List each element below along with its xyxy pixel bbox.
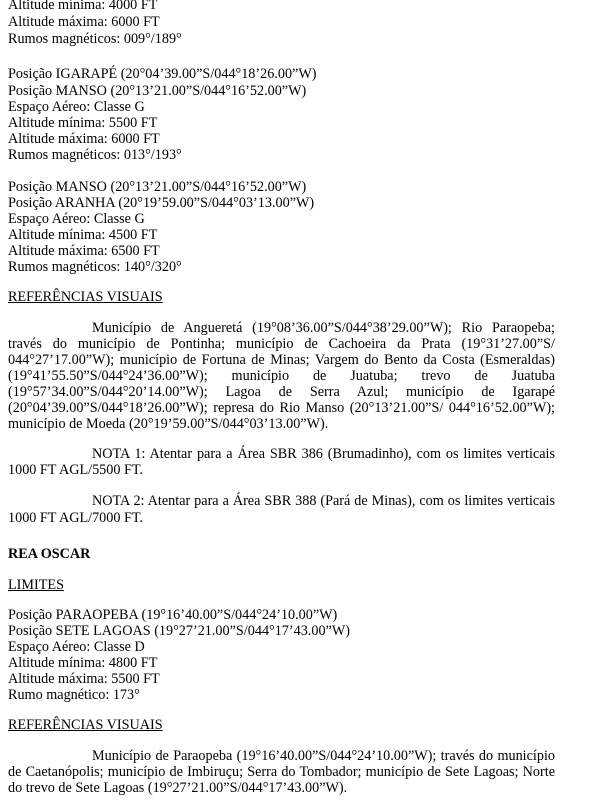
position-line: Posição IGARAPÉ (20°04’39.00”S/044°18’26.00”W) [8,66,317,82]
note-line: NOTA 2: Atentar para a Área SBR 388 (Pará de Minas), com os limites verticais [92,493,555,509]
paragraph-line: Município de Angueretá (19°08’36.00”S/044°38’29.00”W); Rio Paraopeba; [92,320,555,336]
section-heading: REFERÊNCIAS VISUAIS [8,717,163,733]
position-line: Posição MANSO (20°13’21.00”S/044°16’52.00”W) [8,179,307,195]
section-title: REA OSCAR [8,546,91,562]
note-line: 1000 FT AGL/7000 FT. [8,510,144,526]
magnetic-heading-line: Rumos magnéticos: 009°/189° [8,31,182,47]
airspace-class-line: Espaço Aéreo: Classe G [8,99,145,115]
paragraph-line: de Caetanópolis; município de Imbiruçu; Serra do Tombador; município de Sete Lagoas; Norte [8,764,555,780]
airspace-class-line: Espaço Aéreo: Classe G [8,211,145,227]
paragraph-line: 044°27’17.00”W); município de Fortuna de Minas; Vargem do Bento da Costa (Esmeraldas) [8,352,555,368]
position-line: Posição MANSO (20°13’21.00”S/044°16’52.00”W) [8,83,307,99]
altitude-min-line: Altitude mínima: 4500 FT [8,227,158,243]
altitude-max-line: Altitude máxima: 6500 FT [8,243,160,259]
position-line: Posição SETE LAGOAS (19°27’21.00”S/044°17’43.00”W) [8,623,350,639]
airspace-class-line: Espaço Aéreo: Classe D [8,639,145,655]
altitude-min-line: Altitude mínima: 4800 FT [8,655,158,671]
paragraph-line: (20°04’39.00”S/044°18’26.00”W); represa do Rio Manso (20°13’21.00”S/ 044°16’52.00”W); [8,400,555,416]
paragraph-line: município de Moeda (20°19’59.00”S/044°03’13.00”W). [8,416,329,432]
position-line: Posição PARAOPEBA (19°16’40.00”S/044°24’10.00”W) [8,607,338,623]
paragraph-line: (19°41’55.50”S/044°24’36.00”W); município de Juatuba; trevo de Juatuba [8,368,555,384]
paragraph-line: Município de Paraopeba (19°16’40.00”S/044°24’10.00”W); través do município [92,748,555,764]
magnetic-heading-line: Rumos magnéticos: 140°/320° [8,259,182,275]
altitude-min-line: Altitude mínima: 4000 FT [8,0,158,13]
altitude-max-line: Altitude máxima: 6000 FT [8,131,160,147]
position-line: Posição ARANHA (20°19’59.00”S/044°03’13.00”W) [8,195,315,211]
altitude-max-line: Altitude máxima: 5500 FT [8,671,160,687]
paragraph-line: través do município de Pontinha; município de Cachoeira da Prata (19°31’27.00”S/ [8,336,555,352]
altitude-min-line: Altitude mínima: 5500 FT [8,115,158,131]
paragraph-line: (19°57’34.00”S/044°20’14.00”W); Lagoa de Serra Azul; município de Igarapé [8,384,555,400]
altitude-max-line: Altitude máxima: 6000 FT [8,14,160,30]
limits-heading: LIMITES [8,577,64,593]
magnetic-heading-line: Rumos magnéticos: 013°/193° [8,147,182,163]
note-line: NOTA 1: Atentar para a Área SBR 386 (Brumadinho), com os limites verticais [92,446,555,462]
paragraph-line: do trevo de Sete Lagoas (19°27’21.00”S/044°17’43.00”W). [8,780,348,796]
magnetic-heading-line: Rumo magnético: 173° [8,687,140,703]
note-line: 1000 FT AGL/5500 FT. [8,462,144,478]
section-heading: REFERÊNCIAS VISUAIS [8,289,163,305]
